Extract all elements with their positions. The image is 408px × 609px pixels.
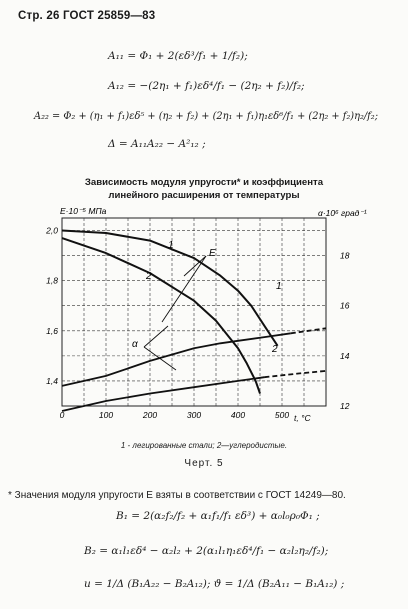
chart-title-line2: линейного расширения от температуры [108,190,300,201]
label-e-curve-2: 2 [146,271,152,282]
annotation-leader [144,326,168,347]
formula-b1: B₁ = 2(α₂f₂/f₂ + α₁f₁/f₁ εδ³) + α₀l₀ρ₀Φ₁ ; [116,510,320,522]
formula-b2: B₂ = α₁l₁εδ⁴ − α₂l₂ + 2(α₁l₁η₁εδ⁴/f₁ − α₂l₂η₂/f₂); [84,545,329,557]
x-tick-label: 300 [186,410,202,420]
figure-label: Черт. 5 [184,458,224,469]
y-left-tick-label: 1,4 [46,375,58,386]
series-line--2-dashed [264,371,326,377]
series-line--1-dashed [291,328,326,333]
y-left-tick-label: 2,0 [46,225,58,236]
y-right-tick-label: 16 [340,300,350,311]
footnote: * Значения модуля упругости E взяты в соответствии с ГОСТ 14249—80. [8,490,346,501]
annotation-leader [162,256,206,322]
y-right-tick-label: 14 [340,350,350,361]
x-tick-label: 400 [230,410,246,420]
y-left-tick-label: 1,8 [46,275,58,286]
label-e: E [209,248,216,259]
x-tick-label: 100 [98,410,114,420]
x-axis-unit: t, °C [294,413,311,423]
series-line-e-2 [62,238,260,393]
formula-delta: Δ = A₁₁A₂₂ − A²₁₂ ; [108,138,206,150]
figure-caption: 1 - легированные стали; 2—углеродистые. [120,441,288,450]
page-header: Стр. 26 ГОСТ 25859—83 [18,10,156,22]
formula-a12: A₁₂ = −(2η₁ + f₁)εδ⁴/f₁ − (2η₂ + f₂)/f₂; [108,80,305,92]
formula-u-theta: u = 1/Δ (B₁A₂₂ − B₂A₁₂); ϑ = 1/Δ (B₂A₁₁ − B₁A₁₂) ; [84,578,345,590]
label-e-curve-1: 1 [168,240,174,251]
label-alpha-curve-2: 2 [272,344,278,355]
x-tick-label: 500 [274,410,290,420]
chart-title-line1: Зависимость модуля упругости* и коэффициента [84,177,324,188]
label-alpha: α [132,339,138,350]
y-right-tick-label: 18 [340,250,350,261]
y-right-axis-label: α·10⁶ град⁻¹ [318,208,367,218]
chart-labels [132,240,282,370]
y-right-tick-label: 12 [340,401,350,411]
formula-a11: A₁₁ = Φ₁ + 2(εδ³/f₁ + 1/f₂); [108,50,248,62]
x-tick-label: 0 [59,410,65,420]
formula-a22: A₂₂ = Φ₂ + (η₁ + f₁)εδ⁵ + (η₂ + f₂) + (2η₁ + f₁)η₁εδ⁶/f₁ + (2η₂ + f₂)η₂/f₂; [34,111,379,122]
y-left-axis-label: E·10⁻⁵ МПа [60,206,107,216]
label-alpha-curve-1: 1 [276,281,282,292]
x-tick-label: 200 [142,410,158,420]
annotation-leader [144,347,176,370]
y-left-tick-label: 1,6 [46,325,58,336]
